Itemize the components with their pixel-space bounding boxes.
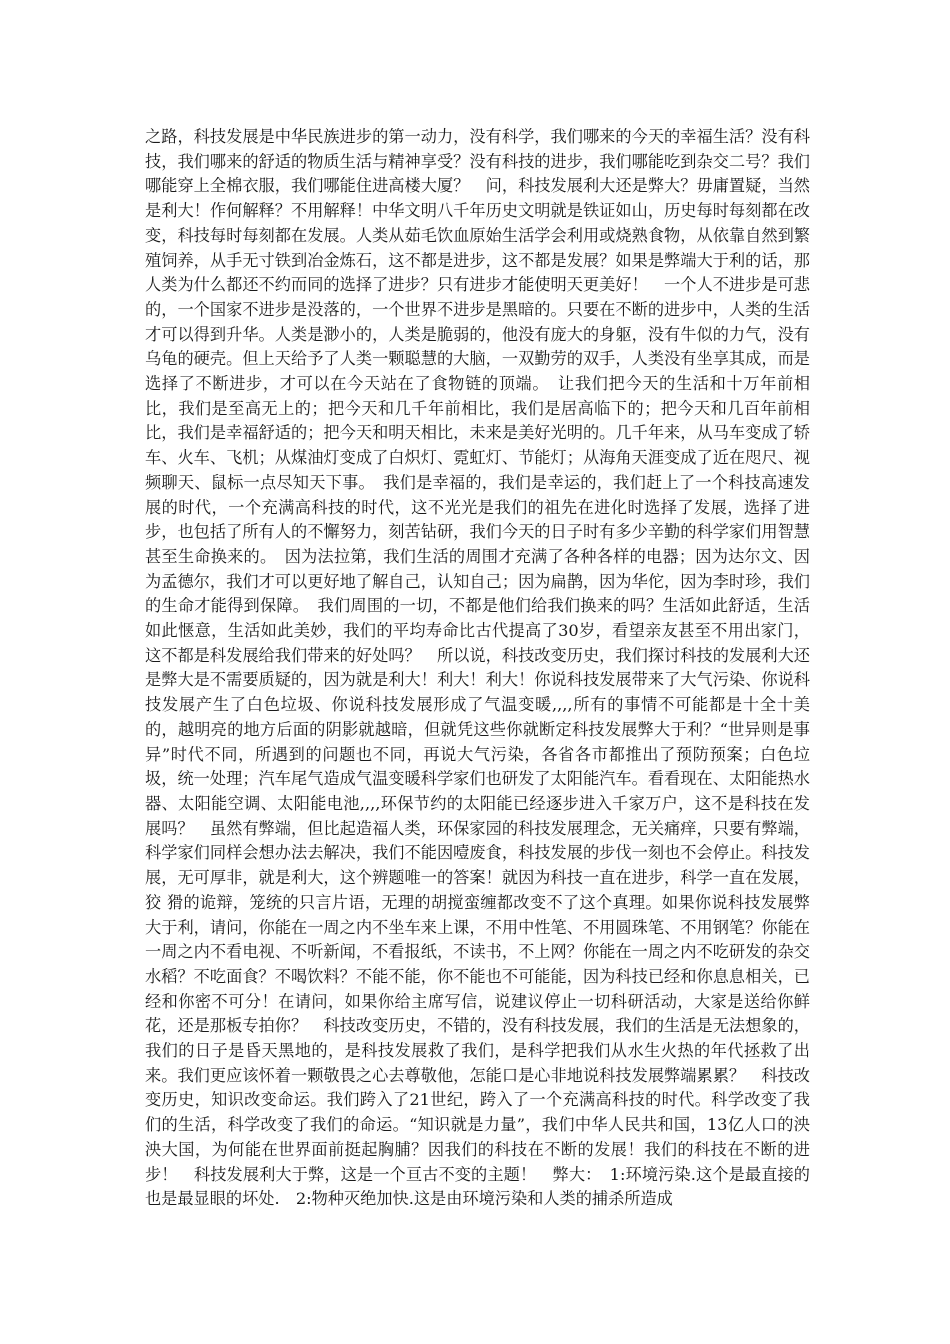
document-body-text: 之路，科技发展是中华民族进步的第一动力，没有科学，我们哪来的今天的幸福生活？没有科技，我们哪来的舒适的物质生活与精神享受？没有科技的进步，我们哪能吃到杂交二号？我们哪能穿上全棉衣服，我们哪能住进高楼大厦？ 问，科技发展利大还是弊大？毋庸置疑，当然是利大！作何解释？不用解释！中华文明八千年历史文明就是铁证如山，历史每时每刻都在改变，科技每时每刻都在发展。人类从茹毛饮血原始生活学会利用或烧熟食物，从依靠自然到繁殖饲养，从手无寸铁到冶金炼石，这不都是进步，这不都是发展？如果是弊端大于利的话，那人类为什么都还不约而同的选择了进步？只有进步才能使明天更美好！ 一个人不进步是可悲的，一个国家不进步是没落的，一个世界不进步是黑暗的。只要在不断的进步中，人类的生活才可以得到升华。人类是渺小的，人类是脆弱的，他没有庞大的身躯，没有牛似的力气，没有乌龟的硬壳。但上天给予了人类一颗聪慧的大脑，一双勤劳的双手，人类没有坐享其成，而是选择了不断进步，才可以在今天站在了食物链的顶端。 让我们把今天的生活和十万年前相比，我们是至高无上的；把今天和几千年前相比，我们是居高临下的；把今天和几百年前相比，我们是幸福舒适的；把今天和明天相比，未来是美好光明的。几千年来，从马车变成了轿车、火车、飞机；从煤油灯变成了白炽灯、霓虹灯、节能灯；从海角天涯变成了近在咫尺、视频聊天、鼠标一点尽知天下事。 我们是幸福的，我们是幸运的，我们赶上了一个科技高速发展的时代，一个充满高科技的时代，这不光光是我们的祖先在进化时选择了发展，选择了进步，也包括了所有人的不懈努力，刻苦钻研，我们今天的日子时有多少辛勤的科学家们用智慧甚至生命换来的。 因为法拉第，我们生活的周围才充满了各种各样的电器；因为达尔文、因为孟德尔，我们才可以更好地了解自己，认知自己；因为扁鹊，因为华佗，因为李时珍，我们的生命才能得到保障。 我们周围的一切，不都是他们给我们换来的吗？生活如此舒适，生活如此惬意，生活如此美妙，我们的平均寿命比古代提高了30岁，看望亲友甚至不用出家门，这不都是科发展给我们带来的好处吗？ 所以说，科技改变历史，我们探讨科技的发展利大还是弊大是不需要质疑的，因为就是利大！利大！利大！你说科技发展带来了大气污染、你说科技发展产生了白色垃圾、你说科技发展形成了气温变暖,,,,所有的事情不可能都是十全十美的，越明亮的地方后面的阴影就越暗，但就凭这些你就断定科技发展弊大于利？“世异则是事异”时代不同，所遇到的问题也不同，再说大气污染，各省各市都推出了预防预案；白色垃圾，统一处理；汽车尾气造成气温变暖科学家们也研发了太阳能汽车。看看现在、太阳能热水器、太阳能空调、太阳能电池,,,,环保节约的太阳能已经逐步进入千家万户，这不是科技在发展吗？ 虽然有弊端，但比起造福人类，环保家园的科技发展理念，无关痛痒，只要有弊端，科学家们同样会想办法去解决，我们不能因噎废食，科技发展的步伐一刻也不会停止。科技发展，无可厚非，就是利大，这个辨题唯一的答案！就因为科技一直在进步，科学一直在发展，狡 猾的诡辩，笼统的只言片语，无理的胡搅蛮缠都改变不了这个真理。如果你说科技发展弊大于利，请问，你能在一周之内不坐车来上课，不用中性笔、不用圆珠笔、不用钢笔？你能在一周之内不看电视、不听新闻，不看报纸，不读书，不上网？你能在一周之内不吃研发的杂交水稻？不吃面食？不喝饮料？不能不能，你不能也不可能能，因为科技已经和你息息相关，已经和你密不可分！在请问，如果你给主席写信，说建议停止一切科研活动，大家是送给你鲜花，还是那板专拍你？ 科技改变历史，不错的，没有科技发展，我们的生活是无法想象的，我们的日子是昏天黑地的，是科技发展救了我们，是科学把我们从水生火热的年代拯救了出来。我们更应该怀着一颗敬畏之心去尊敬他，怎能口是心非地说科技发展弊端累累？ 科技改变历史，知识改变命运。我们跨入了21世纪，跨入了一个充满高科技的时代。科学改变了我们的生活，科学改变了我们的命运。“知识就是力量”，我们中华人民共和国，13亿人口的泱泱大国，为何能在世界面前挺起胸脯？因我们的科技在不断的发展！我们的科技在不断的进步！ 科技发展利大于弊，这是一个亘古不变的主题！ 弊大： 1:环境污染.这个是最直接的也是最显眼的坏处. 2:物种灭绝加快.这是由环境污染和人类的捕杀所造成 xyxy=(145,127,810,1209)
